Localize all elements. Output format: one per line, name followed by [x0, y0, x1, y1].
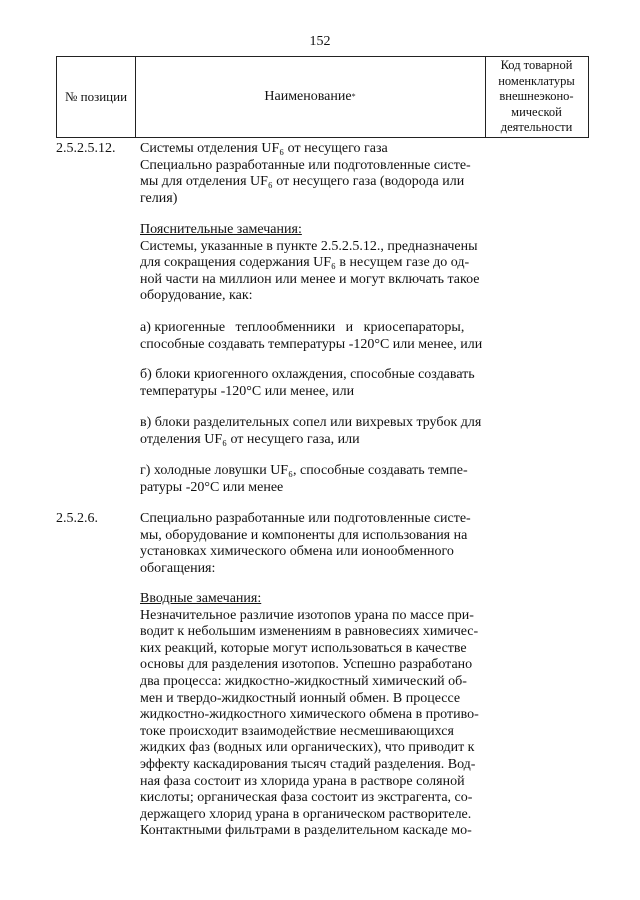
text-line: оборудование, как:	[140, 288, 253, 304]
text-line: кислоты; органическая фаза состоит из экстрагента, со-	[140, 790, 473, 806]
entry-code: 2.5.2.6.	[56, 511, 98, 526]
header-code-line: мической	[511, 104, 562, 119]
text-line: г) холодные ловушки UF₆, способные создавать темпе-	[140, 463, 468, 478]
intro-heading: Вводные замечания:	[140, 591, 262, 606]
text-line: основы для разделения изотопов. Успешно разработано	[140, 657, 473, 673]
item-g	[140, 463, 485, 496]
header-name-label: Наименование	[264, 89, 352, 104]
header-name: Наименование *	[135, 57, 486, 137]
notes-heading: Пояснительные замечания:	[140, 222, 302, 237]
header-position: № позиции	[57, 57, 136, 137]
intro-section	[140, 591, 485, 840]
text-line: держащего хлорид урана в органическом растворителе.	[140, 806, 472, 822]
entry-code: 2.5.2.5.12.	[56, 141, 116, 156]
text-line: способные создавать температуры -120°С или менее, или	[140, 336, 483, 352]
text-line: мы для отделения UF₆ от несущего газа (водорода или	[140, 174, 465, 190]
text-line: обогащения:	[140, 560, 216, 576]
item-a	[140, 320, 485, 353]
text-line: б) блоки криогенного охлаждения, способные создавать	[140, 367, 475, 382]
text-line: гелия)	[140, 190, 178, 206]
text-line: два процесса: жидкостно-жидкостный химический об-	[140, 673, 467, 689]
item-v	[140, 415, 485, 448]
text-line: Контактными фильтрами в разделительном каскаде мо-	[140, 823, 472, 839]
text-line: Специально разработанные или подготовленные систе-	[140, 157, 471, 173]
text-line: ратуры -20°С или менее	[140, 479, 284, 495]
text-line: мы, оборудование и компоненты для использования на	[140, 527, 468, 543]
table-header	[56, 56, 589, 138]
entry-2-body	[140, 511, 485, 577]
text-line: Системы, указанные в пункте 2.5.2.5.12., предназначены	[140, 238, 478, 254]
header-code-line: Код товарной	[500, 58, 573, 73]
entry-title: Системы отделения UF₆ от несущего газа	[140, 141, 388, 156]
entry-1-body	[140, 141, 485, 207]
text-line: ная фаза состоит из хлорида урана в растворе соляной	[140, 773, 465, 789]
text-line: в) блоки разделительных сопел или вихревых трубок для	[140, 415, 482, 430]
text-line: для сокращения содержания UF₆ в несущем газе до од-	[140, 255, 470, 271]
text-line: ной части на миллион или менее и могут включать такое	[140, 271, 480, 287]
text-line: жидких фаз (водных или органических), что приводит к	[140, 740, 475, 756]
text-line: температуры -120°С или менее, или	[140, 383, 355, 399]
header-code-line: номенклатуры	[498, 73, 575, 88]
text-line: токе происходит взаимодействие несмешивающихся	[140, 723, 454, 739]
text-line: водит к небольшим изменениям в равновесиях химичес-	[140, 624, 479, 640]
notes-section	[140, 222, 485, 305]
text-line: Специально разработанные или подготовленные систе-	[140, 511, 471, 526]
text-line: отделения UF₆ от несущего газа, или	[140, 431, 360, 447]
text-line: мен и твердо-жидкостный ионный обмен. В процессе	[140, 690, 461, 706]
text-line: установках химического обмена или ионообменного	[140, 544, 454, 560]
header-code-line: внешнеэконо-	[499, 89, 574, 104]
text-line: Незначительное различие изотопов урана по массе при-	[140, 607, 474, 623]
header-code	[485, 57, 588, 137]
text-line: ких реакций, которые могут использоваться в качестве	[140, 640, 467, 656]
page-number: 152	[309, 34, 331, 49]
item-b	[140, 367, 485, 400]
text-line: жидкостно-жидкостного химического обмена в противо-	[140, 707, 479, 723]
text-line: а) криогенные теплообменники и криосепараторы,	[140, 320, 465, 335]
text-line: эффекту каскадирования тысяч стадий разделения. Вод-	[140, 756, 476, 772]
header-code-line: деятельности	[500, 120, 573, 135]
